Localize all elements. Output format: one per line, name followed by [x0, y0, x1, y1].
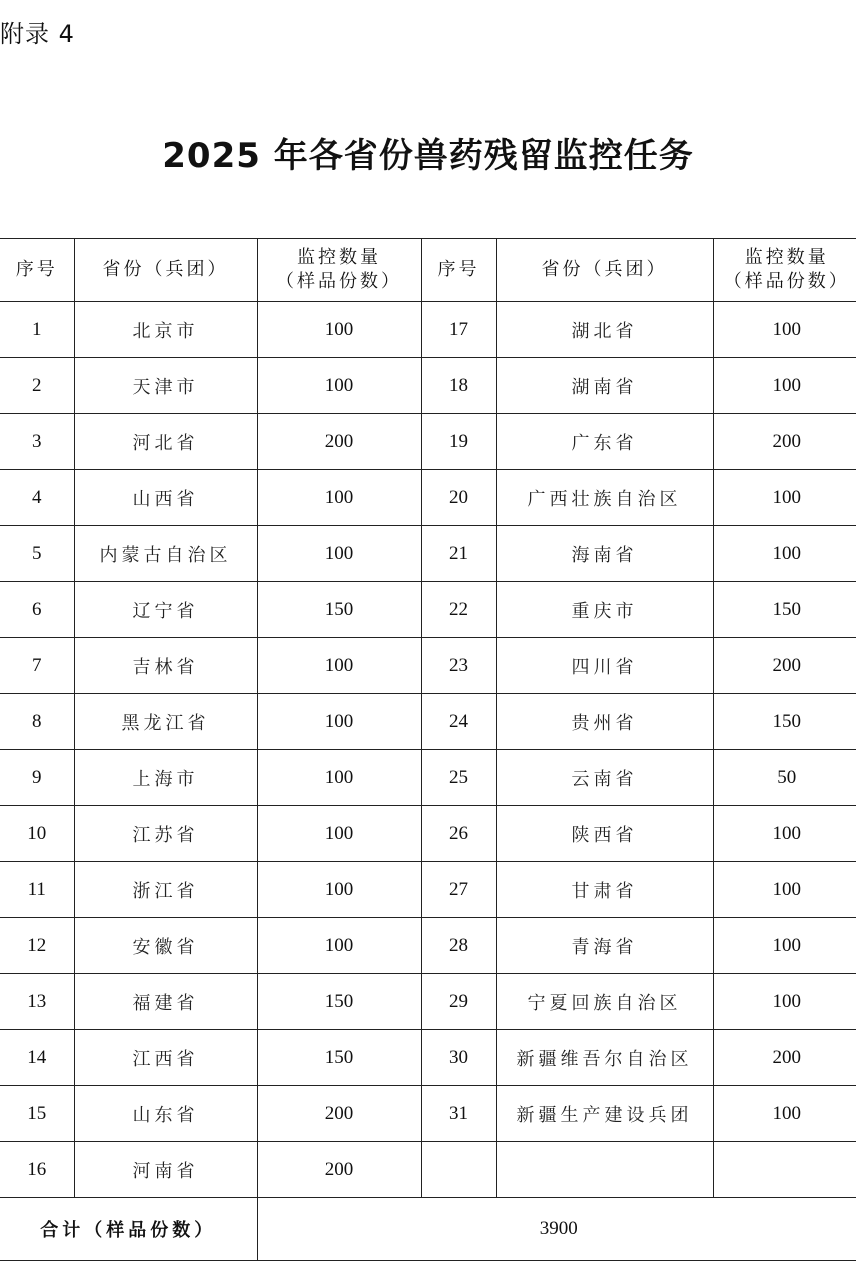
- header-seq: 序号: [0, 239, 74, 302]
- table-row: [0, 694, 856, 750]
- left-province-cell: 河南省: [74, 1142, 257, 1198]
- right-province-cell: 湖北省: [496, 302, 713, 358]
- table-row: [0, 918, 856, 974]
- right-quantity-cell: 100: [713, 358, 856, 414]
- right-quantity-cell: 50: [713, 750, 856, 806]
- left-province-cell: 江苏省: [74, 806, 257, 862]
- right-seq-cell: 21: [421, 526, 496, 582]
- left-seq-cell: 2: [0, 358, 74, 414]
- right-seq-cell: 28: [421, 918, 496, 974]
- right-seq-cell: 19: [421, 414, 496, 470]
- left-province-cell: 江西省: [74, 1030, 257, 1086]
- left-province-cell: 天津市: [74, 358, 257, 414]
- right-seq-cell: 17: [421, 302, 496, 358]
- right-seq-cell: 30: [421, 1030, 496, 1086]
- left-quantity-cell: 100: [257, 862, 421, 918]
- header-quantity-line1: 监控数量: [297, 247, 381, 268]
- header-quantity-right-line1: 监控数量: [744, 247, 829, 268]
- monitoring-task-table: [0, 238, 856, 1261]
- left-province-cell: 浙江省: [74, 862, 257, 918]
- right-province-cell: 新疆生产建设兵团: [496, 1086, 713, 1142]
- table-row: [0, 638, 856, 694]
- right-province-cell: 云南省: [496, 750, 713, 806]
- left-province-cell: 北京市: [74, 302, 257, 358]
- table-row: [0, 750, 856, 806]
- left-quantity-cell: 200: [257, 1142, 421, 1198]
- right-quantity-cell: 200: [713, 414, 856, 470]
- table-row: [0, 302, 856, 358]
- right-province-cell: 湖南省: [496, 358, 713, 414]
- right-province-cell: 海南省: [496, 526, 713, 582]
- left-seq-cell: 7: [0, 638, 74, 694]
- right-quantity-cell: 150: [713, 694, 856, 750]
- left-quantity-cell: 150: [257, 974, 421, 1030]
- right-seq-cell: 26: [421, 806, 496, 862]
- header-seq-right: 序号: [421, 239, 496, 302]
- header-quantity: [257, 239, 421, 302]
- table-row: [0, 470, 856, 526]
- left-seq-cell: 5: [0, 526, 74, 582]
- left-seq-cell: 6: [0, 582, 74, 638]
- right-quantity-cell: [713, 1142, 856, 1198]
- total-value: 3900: [257, 1198, 856, 1261]
- left-quantity-cell: 200: [257, 414, 421, 470]
- left-province-cell: 福建省: [74, 974, 257, 1030]
- left-quantity-cell: 100: [257, 806, 421, 862]
- left-province-cell: 上海市: [74, 750, 257, 806]
- right-quantity-cell: 100: [713, 806, 856, 862]
- left-province-cell: 山西省: [74, 470, 257, 526]
- right-province-cell: 青海省: [496, 918, 713, 974]
- right-seq-cell: 31: [421, 1086, 496, 1142]
- right-seq-cell: 29: [421, 974, 496, 1030]
- left-seq-cell: 1: [0, 302, 74, 358]
- left-seq-cell: 8: [0, 694, 74, 750]
- right-province-cell: 广西壮族自治区: [496, 470, 713, 526]
- total-label-part1: 合: [40, 1220, 63, 1241]
- left-seq-cell: 14: [0, 1030, 74, 1086]
- table-header-row: [0, 239, 856, 302]
- table-body: [0, 302, 856, 1261]
- header-quantity-right: [713, 239, 856, 302]
- left-province-cell: 内蒙古自治区: [74, 526, 257, 582]
- left-seq-cell: 16: [0, 1142, 74, 1198]
- left-quantity-cell: 100: [257, 750, 421, 806]
- right-quantity-cell: 100: [713, 302, 856, 358]
- total-label-part2: 计（样品份数）: [62, 1220, 217, 1241]
- table-row: [0, 1142, 856, 1198]
- right-province-cell: 新疆维吾尔自治区: [496, 1030, 713, 1086]
- right-quantity-cell: 100: [713, 1086, 856, 1142]
- left-seq-cell: 11: [0, 862, 74, 918]
- header-quantity-line2: （样品份数）: [276, 271, 402, 292]
- page-title: 2025 年各省份兽药残留监控任务: [162, 136, 694, 176]
- appendix-label: 附录 4: [0, 20, 75, 48]
- total-row: [0, 1198, 856, 1261]
- left-quantity-cell: 100: [257, 638, 421, 694]
- table-row: [0, 862, 856, 918]
- left-quantity-cell: 100: [257, 694, 421, 750]
- right-quantity-cell: 100: [713, 470, 856, 526]
- right-quantity-cell: 100: [713, 526, 856, 582]
- right-seq-cell: 25: [421, 750, 496, 806]
- right-province-cell: 甘肃省: [496, 862, 713, 918]
- right-seq-cell: 18: [421, 358, 496, 414]
- left-province-cell: 安徽省: [74, 918, 257, 974]
- left-seq-cell: 13: [0, 974, 74, 1030]
- right-quantity-cell: 150: [713, 582, 856, 638]
- left-seq-cell: 4: [0, 470, 74, 526]
- left-quantity-cell: 100: [257, 918, 421, 974]
- left-province-cell: 辽宁省: [74, 582, 257, 638]
- right-seq-cell: 23: [421, 638, 496, 694]
- left-quantity-cell: 200: [257, 1086, 421, 1142]
- right-quantity-cell: 100: [713, 862, 856, 918]
- left-quantity-cell: 100: [257, 526, 421, 582]
- left-seq-cell: 12: [0, 918, 74, 974]
- table-row: [0, 806, 856, 862]
- right-province-cell: 陕西省: [496, 806, 713, 862]
- table-row: [0, 414, 856, 470]
- right-seq-cell: 20: [421, 470, 496, 526]
- table-row: [0, 1030, 856, 1086]
- left-seq-cell: 15: [0, 1086, 74, 1142]
- left-province-cell: 黑龙江省: [74, 694, 257, 750]
- right-seq-cell: 24: [421, 694, 496, 750]
- right-province-cell: 贵州省: [496, 694, 713, 750]
- left-quantity-cell: 100: [257, 302, 421, 358]
- right-quantity-cell: 200: [713, 1030, 856, 1086]
- left-quantity-cell: 150: [257, 582, 421, 638]
- left-province-cell: 吉林省: [74, 638, 257, 694]
- right-province-cell: 重庆市: [496, 582, 713, 638]
- right-quantity-cell: 100: [713, 918, 856, 974]
- right-province-cell: [496, 1142, 713, 1198]
- left-seq-cell: 10: [0, 806, 74, 862]
- left-quantity-cell: 150: [257, 1030, 421, 1086]
- table-row: [0, 358, 856, 414]
- right-seq-cell: 22: [421, 582, 496, 638]
- right-province-cell: 广东省: [496, 414, 713, 470]
- right-province-cell: 宁夏回族自治区: [496, 974, 713, 1030]
- header-province: 省份（兵团）: [74, 239, 257, 302]
- header-quantity-right-line2: （样品份数）: [723, 271, 850, 292]
- left-seq-cell: 3: [0, 414, 74, 470]
- table-row: [0, 974, 856, 1030]
- right-province-cell: 四川省: [496, 638, 713, 694]
- table-row: [0, 526, 856, 582]
- header-province-right: 省份（兵团）: [496, 239, 713, 302]
- right-seq-cell: 27: [421, 862, 496, 918]
- right-seq-cell: [421, 1142, 496, 1198]
- right-quantity-cell: 100: [713, 974, 856, 1030]
- left-quantity-cell: 100: [257, 358, 421, 414]
- left-province-cell: 山东省: [74, 1086, 257, 1142]
- left-quantity-cell: 100: [257, 470, 421, 526]
- left-seq-cell: 9: [0, 750, 74, 806]
- left-province-cell: 河北省: [74, 414, 257, 470]
- table-row: [0, 1086, 856, 1142]
- table-row: [0, 582, 856, 638]
- total-label: [0, 1198, 257, 1261]
- right-quantity-cell: 200: [713, 638, 856, 694]
